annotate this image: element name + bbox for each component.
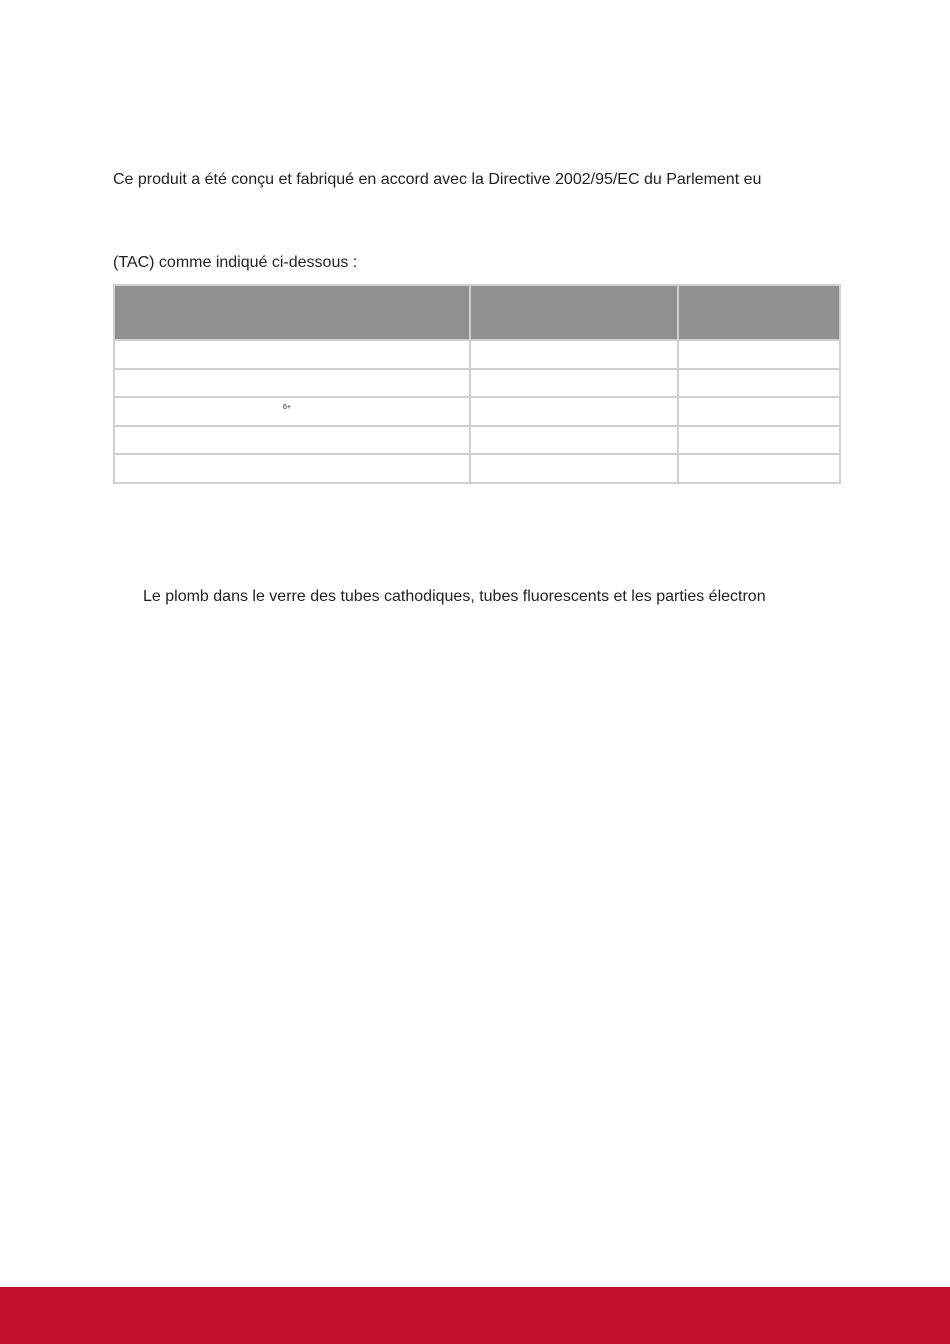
exemption-paragraph: Le plomb dans le verre des tubes cathodiques, tubes fluorescents et les parties électron: [143, 588, 766, 605]
table-header-cell: [470, 285, 678, 340]
table-row: [114, 369, 840, 398]
table-cell: [470, 397, 678, 426]
footer-bar: [0, 1287, 950, 1344]
substance-table: [113, 284, 841, 484]
table-header-row: [114, 285, 840, 340]
table-cell: [114, 340, 470, 369]
table-cell: [678, 369, 840, 398]
table-cell: [678, 397, 840, 426]
table-row: [114, 397, 840, 426]
table-header-cell: [114, 285, 470, 340]
table-cell: [470, 454, 678, 483]
table-cell: [114, 397, 470, 426]
table-cell: [470, 340, 678, 369]
table-intro-paragraph: (TAC) comme indiqué ci-dessous :: [113, 254, 358, 271]
table-row: [114, 340, 840, 369]
table-cell: [114, 454, 470, 483]
table-cell: [678, 340, 840, 369]
table-cell: [678, 454, 840, 483]
table-header-cell: [678, 285, 840, 340]
table-row: [114, 454, 840, 483]
intro-paragraph: Ce produit a été conçu et fabriqué en accord avec la Directive 2002/95/EC du Parlement eu: [113, 171, 762, 188]
superscript-label: 6+: [283, 404, 291, 412]
table-cell: [114, 369, 470, 398]
table-row: [114, 426, 840, 455]
table-cell: [470, 426, 678, 455]
table-cell: [678, 426, 840, 455]
table-cell: [114, 426, 470, 455]
table-cell: [470, 369, 678, 398]
